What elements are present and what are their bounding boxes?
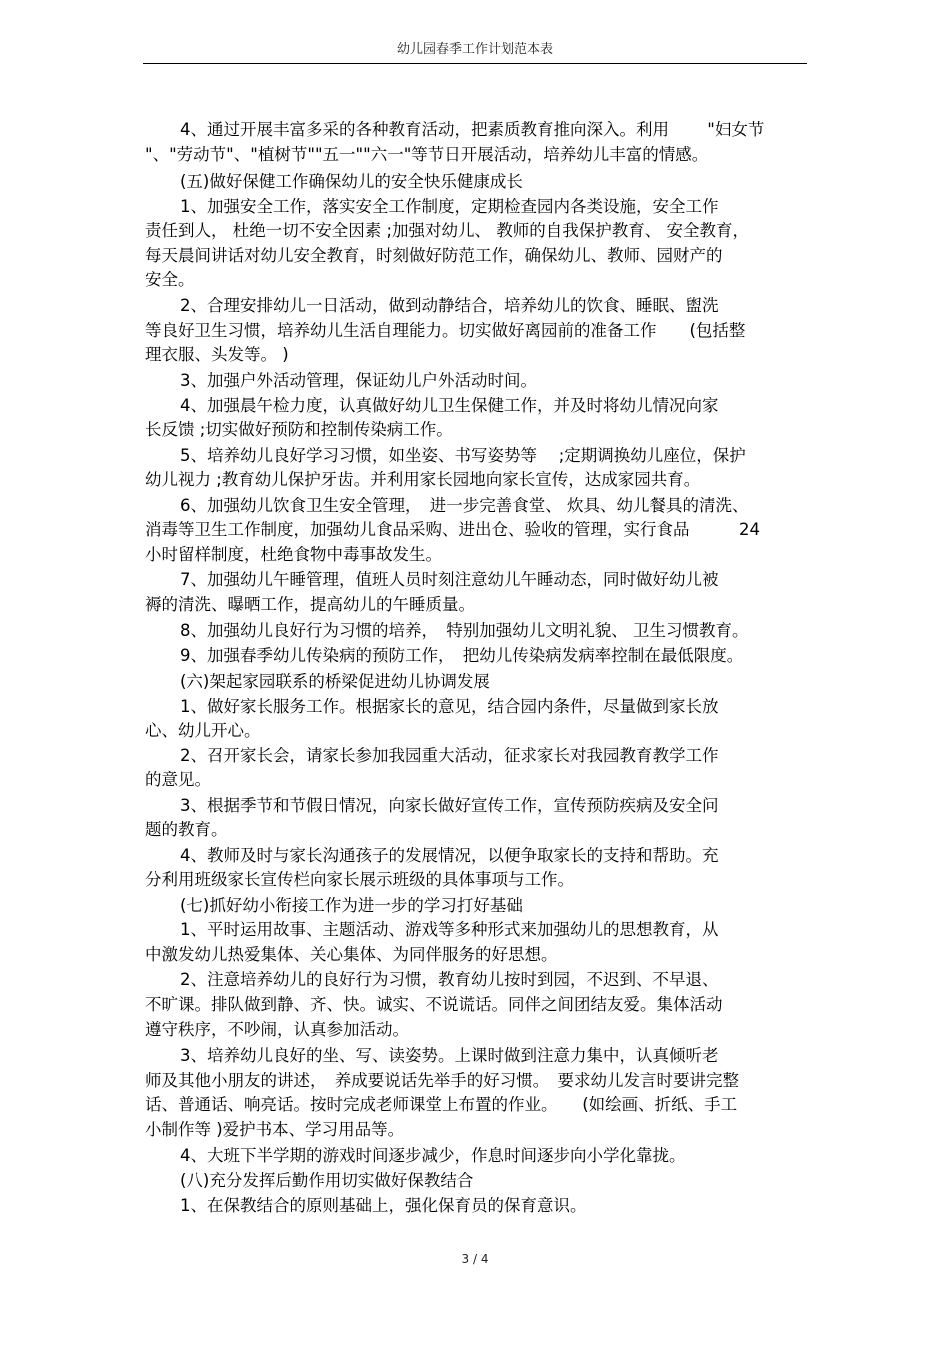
text-line: 话、普通话、响亮话。按时完成老师课堂上布置的作业。 (如绘画、折纸、手工 bbox=[145, 1095, 738, 1114]
text-line: (七)抓好幼小衔接工作为进一步的学习打好基础 bbox=[180, 896, 523, 915]
page-header: 幼儿园春季工作计划范本表 bbox=[396, 42, 553, 57]
header-rule bbox=[143, 63, 807, 64]
text-line: 3、根据季节和节假日情况，向家长做好宣传工作，宣传预防疾病及安全问 bbox=[180, 796, 719, 815]
text-line: 的意见。 bbox=[145, 770, 211, 789]
text-line: 8、加强幼儿良好行为习惯的培养， 特别加强幼儿文明礼貌、 卫生习惯教育。 bbox=[180, 621, 749, 640]
text-line: 1、平时运用故事、主题活动、游戏等多种形式来加强幼儿的思想教育，从 bbox=[180, 920, 719, 939]
text-line: 4、大班下半学期的游戏时间逐步减少，作息时间逐步向小学化靠拢。 bbox=[180, 1146, 686, 1165]
text-line: 3、加强户外活动管理，保证幼儿户外活动时间。 bbox=[180, 371, 537, 390]
text-line: 2、召开家长会，请家长参加我园重大活动，征求家长对我园教育教学工作 bbox=[180, 746, 719, 765]
text-line: 7、加强幼儿午睡管理，值班人员时刻注意幼儿午睡动态，同时做好幼儿被 bbox=[180, 570, 719, 589]
text-line: 小时留样制度，杜绝食物中毒事故发生。 bbox=[145, 545, 442, 564]
text-line: (六)架起家园联系的桥梁促进幼儿协调发展 bbox=[180, 672, 490, 691]
text-line: 消毒等卫生工作制度，加强幼儿食品采购、进出仓、验收的管理，实行食品 24 bbox=[145, 520, 760, 539]
text-line: 心、幼儿开心。 bbox=[145, 721, 261, 740]
text-line: 小制作等 )爱护书本、学习用品等。 bbox=[145, 1120, 405, 1139]
text-line: 理衣服、头发等。 ) bbox=[145, 345, 289, 364]
text-line: 遵守秩序，不吵闹，认真参加活动。 bbox=[145, 1020, 409, 1039]
text-line: 6、加强幼儿饮食卫生安全管理， 进一步完善食堂、 炊具、幼儿餐具的清洗、 bbox=[180, 496, 749, 515]
text-line: 安全。 bbox=[145, 270, 195, 289]
text-line: 1、做好家长服务工作。根据家长的意见，结合园内条件，尽量做到家长放 bbox=[180, 697, 719, 716]
text-line: 4、通过开展丰富多采的各种教育活动，把素质教育推向深入。利用 "妇女节 bbox=[180, 120, 765, 139]
page-number: 3 / 4 bbox=[461, 1252, 489, 1266]
text-line: 3、培养幼儿良好的坐、写、读姿势。上课时做到注意力集中，认真倾听老 bbox=[180, 1046, 719, 1065]
text-line: (八)充分发挥后勤作用切实做好保教结合 bbox=[180, 1171, 474, 1190]
text-line: 中激发幼儿热爱集体、关心集体、为同伴服务的好思想。 bbox=[145, 945, 558, 964]
text-line: 5、培养幼儿良好学习习惯，如坐姿、书写姿势等 ;定期调换幼儿座位，保护 bbox=[180, 446, 746, 465]
text-line: 责任到人， 杜绝一切不安全因素 ;加强对幼儿、 教师的自我保护教育、 安全教育， bbox=[145, 221, 750, 240]
text-line: 师及其他小朋友的讲述， 养成要说话先举手的好习惯。 要求幼儿发言时要讲完整 bbox=[145, 1071, 739, 1090]
text-line: 4、加强晨午检力度，认真做好幼儿卫生保健工作，并及时将幼儿情况向家 bbox=[180, 396, 719, 415]
text-line: 等良好卫生习惯，培养幼儿生活自理能力。切实做好离园前的准备工作 (包括整 bbox=[145, 321, 746, 340]
text-line: 每天晨间讲话对幼儿安全教育，时刻做好防范工作，确保幼儿、教师、园财产的 bbox=[145, 246, 723, 265]
text-line: "、"劳动节"、"植树节""五一""六一"等节日开展活动，培养幼儿丰富的情感。 bbox=[145, 145, 709, 164]
text-line: 4、教师及时与家长沟通孩子的发展情况，以便争取家长的支持和帮助。充 bbox=[180, 846, 719, 865]
text-line: 分利用班级家长宣传栏向家长展示班级的具体事项与工作。 bbox=[145, 870, 574, 889]
text-line: 2、注意培养幼儿的良好行为习惯，教育幼儿按时到园，不迟到、不早退、 bbox=[180, 970, 719, 989]
text-line: 2、合理安排幼儿一日活动，做到动静结合，培养幼儿的饮食、睡眠、盥洗 bbox=[180, 296, 719, 315]
text-line: 1、在保教结合的原则基础上，强化保育员的保育意识。 bbox=[180, 1196, 587, 1215]
text-line: 9、加强春季幼儿传染病的预防工作， 把幼儿传染病发病率控制在最低限度。 bbox=[180, 646, 744, 665]
text-line: 1、加强安全工作，落实安全工作制度，定期检查园内各类设施，安全工作 bbox=[180, 197, 719, 216]
text-line: 不旷课。排队做到静、齐、快。诚实、不说谎话。同伴之间团结友爱。集体活动 bbox=[145, 995, 723, 1014]
text-line: 褥的清洗、曝晒工作，提高幼儿的午睡质量。 bbox=[145, 595, 475, 614]
text-line: 幼儿视力 ;教育幼儿保护牙齿。并利用家长园地向家长宣传，达成家园共育。 bbox=[145, 470, 701, 489]
text-line: (五)做好保健工作确保幼儿的安全快乐健康成长 bbox=[180, 172, 523, 191]
text-line: 题的教育。 bbox=[145, 820, 228, 839]
text-line: 长反馈 ;切实做好预防和控制传染病工作。 bbox=[145, 420, 453, 439]
